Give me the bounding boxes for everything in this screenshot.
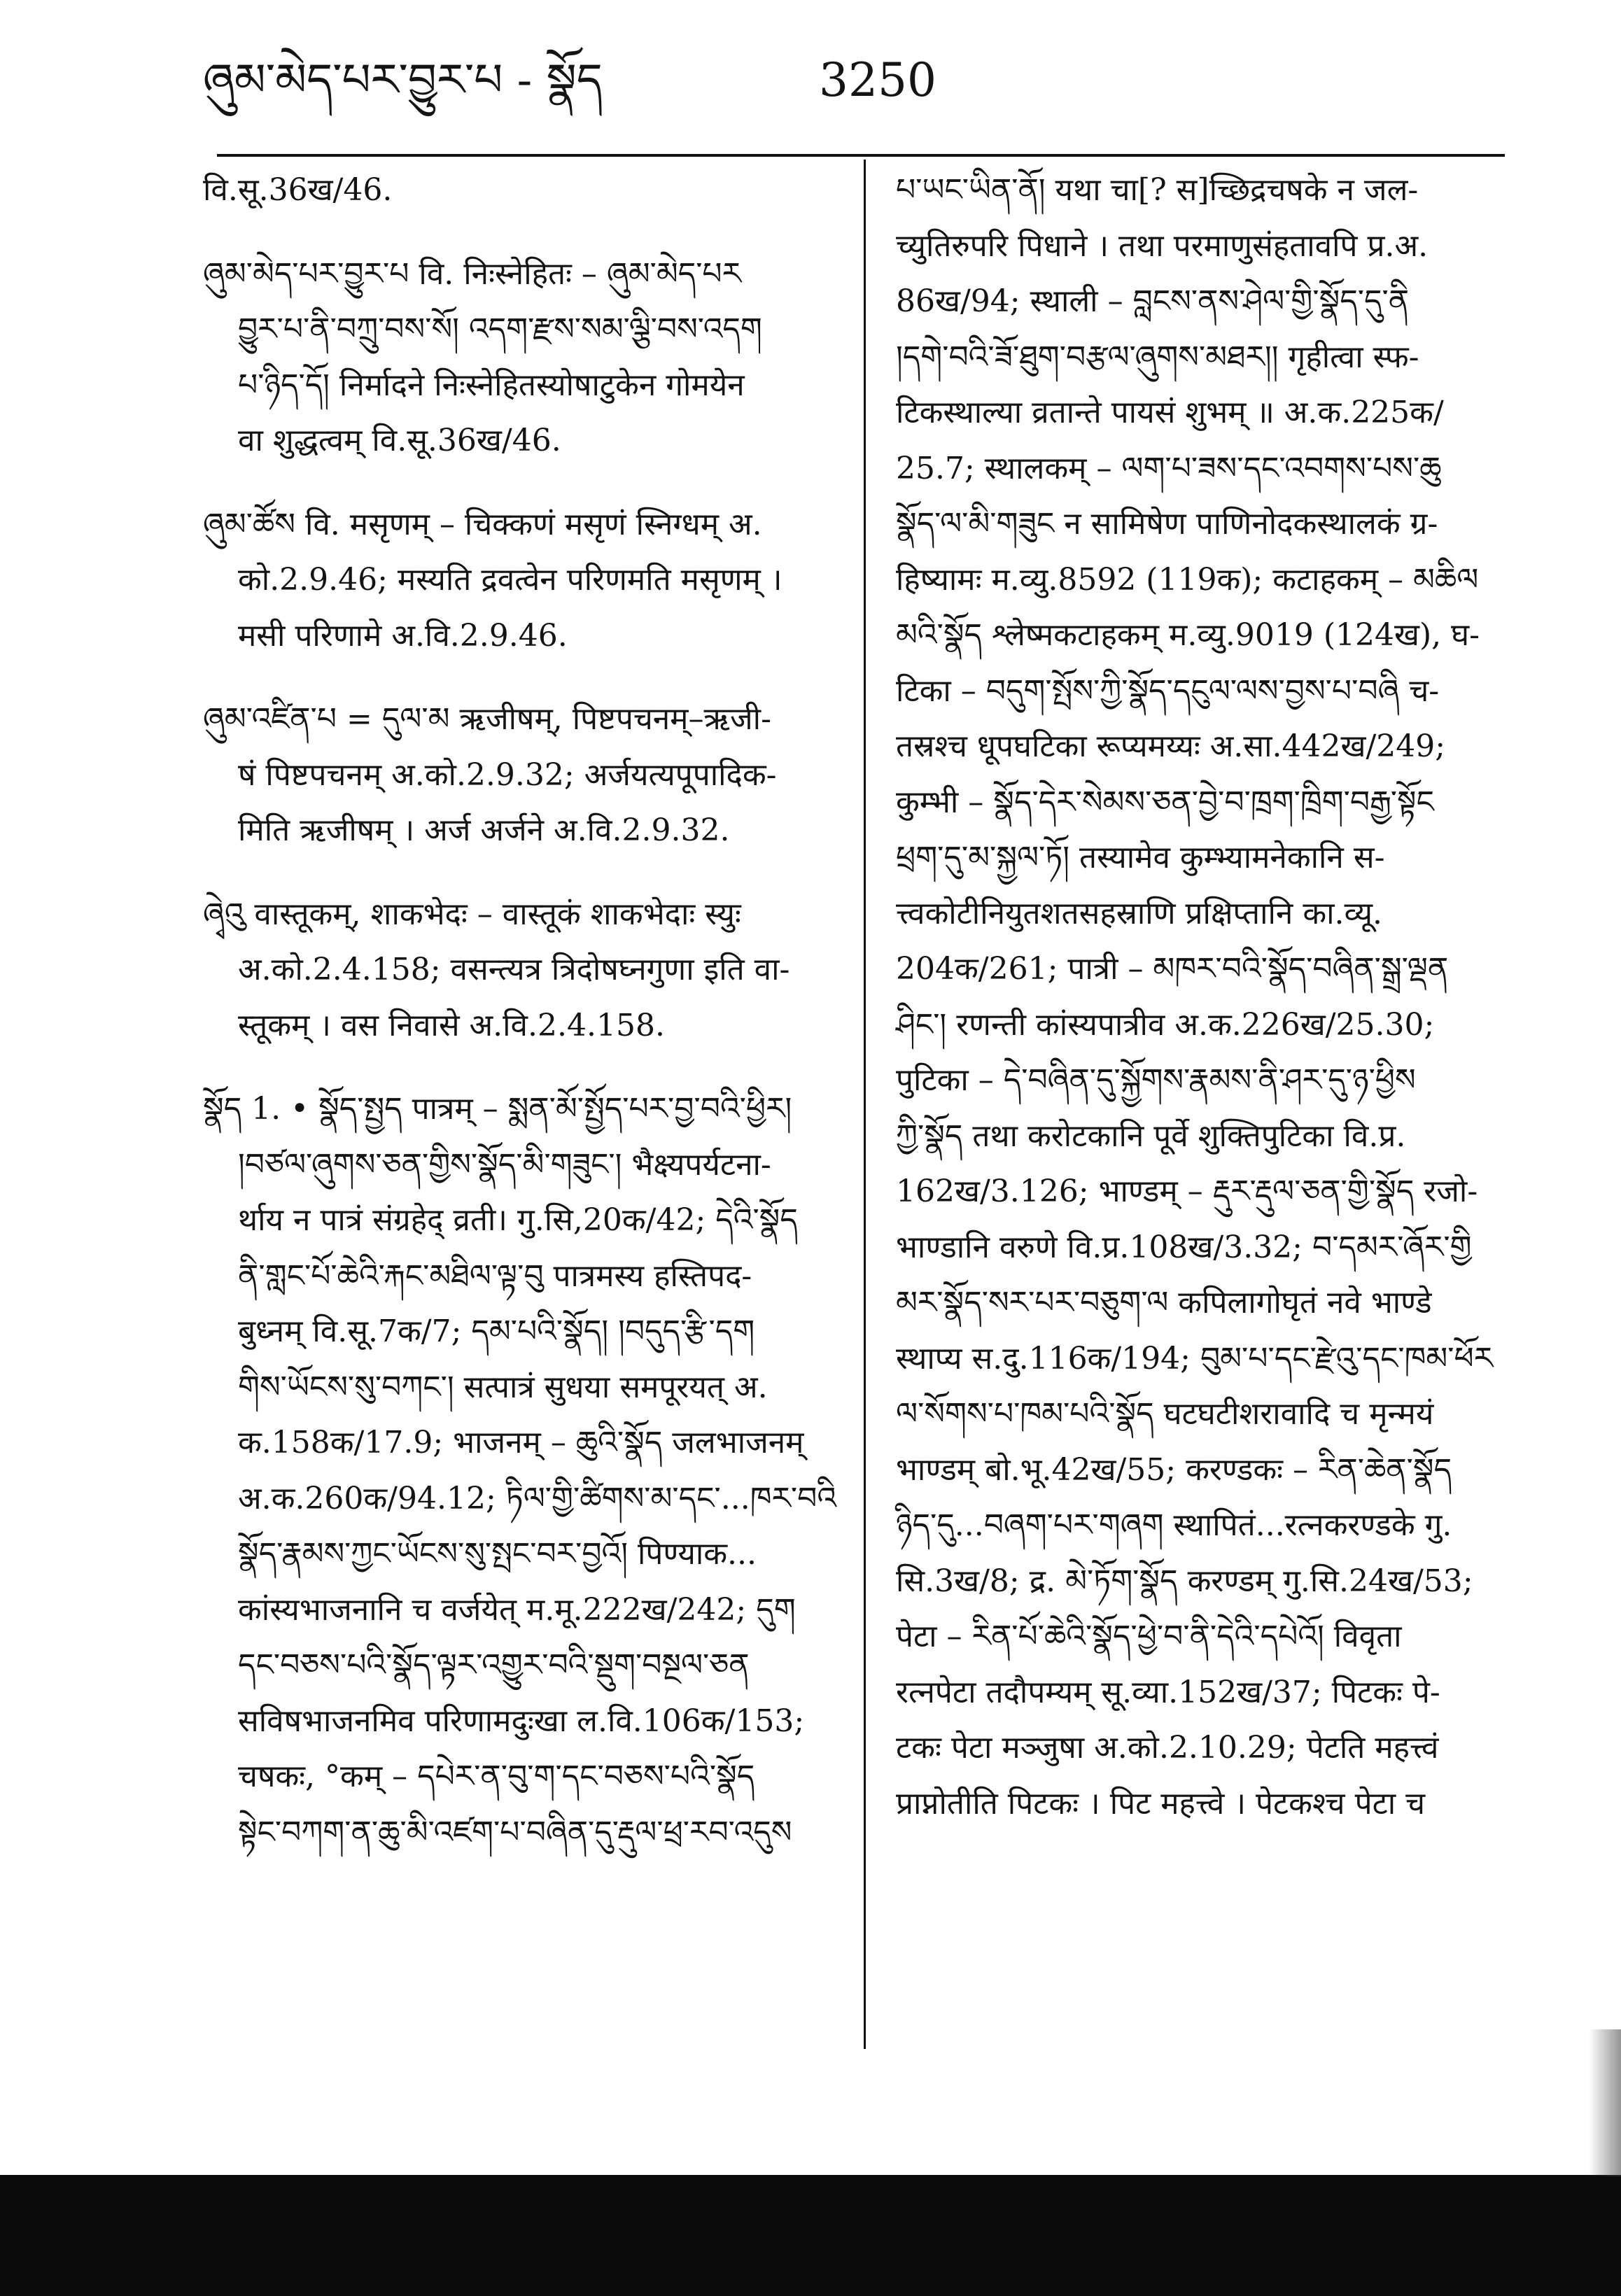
entry-line: कांस्यभाजनानि च वर्जयेत् म.मू.222ख/242; དུག	[238, 1591, 796, 1628]
entry-line: ཀྱི་སྣོད तथा करोटकानि पूर्वे शुक्तिपुटिका वि.प्र.	[896, 1118, 1406, 1154]
entry-line: कुम्भी – སྣོད་དེར་སེམས་ཅན་བྱེ་བ་ཁྲག་ཁྲིག་བརྒྱ་སྟོང	[896, 784, 1434, 820]
entry-line: सि.3ख/8; द्र. མེ་ཏོག་སྣོད करण्डम् गु.सि.24ख/53;	[896, 1563, 1473, 1599]
entry-line: भाण्डम् बो.भू.42ख/55; करण्डकः – རིན་ཆེན་སྣོད	[896, 1451, 1452, 1488]
entry-line: त्त्वकोटीनियुतशतसहस्राणि प्रक्षिप्तानि का.व्यू.	[896, 895, 1383, 931]
entry-line: སྣོད་ལ་མི་གཟུང न सामिषेण पाणिनोदकस्थालकं ग्र-	[896, 506, 1438, 542]
entry-line: ཉིད་དུ...བཞག་པར་གཞག स्थापितं...रत्नकरण्डके गु.	[896, 1507, 1452, 1543]
entry-gap	[203, 859, 833, 887]
entry-line: अ.को.2.4.158; वसन्त्यत्र त्रिदोषघ्नगुणा इति वा-	[238, 952, 790, 987]
entry-line: बुध्नम् वि.सू.7क/7; དམ་པའི་སྣོད། །བདུད་རྩི་དག	[238, 1313, 755, 1349]
header-rule	[217, 154, 1505, 157]
entry-line: पेटा – རིན་པོ་ཆེའི་སྣོད་ཕྱེ་བ་ནི་དེའི་དཔེའོ། विवृता	[896, 1619, 1402, 1654]
entry-line: ཤིང་། रणन्ती कांस्यपात्रीव अ.क.226ख/25.30;	[896, 1006, 1435, 1043]
entry-line: अ.क.260क/94.12; ཏིལ་གྱི་ཚིགས་མ་དང་...ཁར་བའི	[238, 1480, 837, 1516]
entry-line: टिकस्थाल्या व्रतान्ते पायसं शुभम् ॥ अ.क.225क/	[896, 395, 1444, 430]
entry-line: 25.7; स्थालकम् – ལག་པ་ཟས་དང་འབགས་པས་ཆུ	[896, 450, 1442, 486]
entry-line: षं पिष्टपचनम् अ.को.2.9.32; अर्जयत्यपूपादिक-	[238, 756, 777, 793]
entry-line: प्राप्नोतीति पिटकः । पिट महत्त्वे । पेटकश्च पेटा च	[896, 1785, 1426, 1822]
scan-bottom-edge	[0, 2175, 1621, 2296]
entry-line: पुटिका – དེ་བཞིན་དུ་སྐྱོགས་རྣམས་ནི་ཤར་དུ་ཉ་ཕྱིས	[896, 1062, 1416, 1098]
entry-headline: ཞུམ་འཛིན་པ = དུལ་མ ऋजीषम्, पिष्टपचनम्–ऋजी-	[203, 701, 771, 737]
entry-line: सविषभाजनमिव परिणामदुःखा ल.वि.106क/153;	[238, 1703, 805, 1739]
entry-line: स्तूकम् । वस निवासे अ.वि.2.4.158.	[238, 1007, 665, 1043]
scan-edge-shadow	[1589, 2029, 1621, 2176]
right-column	[896, 162, 1512, 1831]
entry-line: ནི་གླང་པོ་ཆེའི་རྐང་མཐིལ་ལྟ་བུ पात्रमस्य हस्तिपद-	[238, 1258, 752, 1294]
entry-line: मसी परिणामे अ.वि.2.9.46.	[238, 617, 568, 654]
entry-line: टिका – བདུག་སྤོས་ཀྱི་སྣོད་དངུལ་ལས་བྱས་པ་བཞི च-	[896, 672, 1440, 709]
entry-line: र्थाय न पात्रं संग्रहेद् व्रती। गु.सि,20क/42; དེའི་སྣོད	[238, 1202, 798, 1238]
entry-headline: ཞུམ་མེད་པར་བྱུར་པ वि. निःस्नेहितः – ཞུམ་མེད་པར	[203, 255, 742, 292]
entry-line: रत्नपेटा तदौपम्यम् सू.व्या.152ख/37; पिटकः पे-	[896, 1674, 1440, 1710]
entry-line: भाण्डानि वरुणे वि.प्र.108ख/3.32; བ་དམར་ཞོར་གྱི	[896, 1229, 1472, 1265]
entry-line: །དགེ་བའི་ཟོ་ཐུག་བརྩལ་ཞུགས་མཐར།། गृहीत्वा स्फ-	[896, 339, 1419, 375]
entry-line: པ་ཡང་ཡིན་ནོ། यथा चा[? स]च्छिद्रचषके न जल-	[896, 172, 1419, 208]
entry-line: को.2.9.46; मस्यति द्रवत्वेन परिणमति मसृणम् ।	[238, 562, 783, 598]
left-column	[203, 162, 837, 1860]
entry-line: །བཙལ་ཞུགས་ཅན་གྱིས་སྣོད་མི་གཟུང་། भैक्ष्यपर्यटना-	[238, 1146, 771, 1183]
entry-line: དང་བཅས་པའི་སྣོད་ལྟར་འགྱུར་བའི་སྡུག་བསྔལ་ཅན	[238, 1647, 750, 1683]
entry-line: སྟེང་བཀག་ན་ཆུ་མི་འཛག་པ་བཞིན་དུ་རྡུལ་ཕྲ་རབ་འདུས	[238, 1814, 792, 1850]
entry-line: ལ་སོགས་པ་ཁམ་པའི་སྣོད घटघटीशरावादि च मृन्मयं	[896, 1396, 1434, 1432]
entry-line: མའི་སྣོད श्लेष्मकटाहकम् म.व्यु.9019 (124ख), घ-	[896, 617, 1480, 653]
entry-headline: ཞུམ་ཚོས वि. मसृणम् – चिक्कणं मसृणं स्निग्धम् अ.	[203, 506, 762, 542]
entry-gap	[203, 218, 833, 246]
column-divider	[864, 160, 866, 2049]
entry-line: བྱུར་པ་ནི་བཀྲུ་བས་སོ། འདག་རྫས་སམ་ལྕི་བས་འདག	[238, 311, 762, 347]
entry-line: སྣོད་རྣམས་ཀྱང་ཡོངས་སུ་སྤང་བར་བྱའོ། पिण्याक...	[238, 1536, 757, 1572]
entry-line: मिति ऋजीषम् । अर्ज अर्जने अ.वि.2.9.32.	[238, 812, 730, 848]
entry-line: च्युतिरुपरि पिधाने । तथा परमाणुसंहतावपि प्र.अ.	[896, 227, 1429, 264]
entry-gap	[203, 663, 833, 691]
entry-line: 162ख/3.126; भाण्डम् – རྡུར་རྡུལ་ཅན་གྱི་སྣོད रजो-	[896, 1174, 1478, 1209]
entry-gap	[203, 469, 833, 497]
entry-headline: སྣོད 1. • སྣོད་སྤྱད पात्रम् – སྨན་མོ་སྤྱོད་པར་བྱ་བའི་ཕྱིར།	[203, 1091, 792, 1127]
running-head: ཞུམ་མེད་པར་བྱུར་པ - སྣོད	[203, 55, 603, 106]
entry-line: स्थाप्य स.दु.116क/194; བུམ་པ་དང་རྫེའུ་དང་ཁམ་ཕོར	[896, 1340, 1494, 1376]
entry-line: तस्रश्च धूपघटिका रूप्यमय्यः अ.सा.442ख/249;	[896, 728, 1446, 764]
entry-line: वा शुद्धत्वम् वि.सू.36ख/46.	[238, 423, 561, 458]
entry-line: टकः पेटा मञ्जुषा अ.को.2.10.29; पेटति महत्त्वं	[896, 1730, 1439, 1766]
entry-line: ཕྲག་དུ་མ་སྐྱལ་ཏོ། तस्यामेव कुम्भ्यामनेकानि स-	[896, 840, 1385, 875]
entry-headline: वि.सू.36ख/46.	[203, 172, 393, 208]
entry-line: चषकः, °कम् – དཔེར་ན་བུ་ག་དང་བཅས་པའི་སྣོད	[238, 1759, 755, 1794]
entry-line: མར་སྣོད་སར་པར་བཅུག་ལ कपिलागोघृतं नवे भाण्डे	[896, 1285, 1432, 1320]
entry-line: 204क/261; पात्री – མཁར་བའི་སྣོད་བཞིན་སྒྲ་ལྡན	[896, 951, 1449, 987]
entry-line: हिष्यामः म.व्यु.8592 (119क); कटाहकम् – མཆིལ	[896, 561, 1479, 598]
entry-gap	[203, 1053, 833, 1081]
page-number: 3250	[819, 53, 936, 107]
entry-line: क.158क/17.9; भाजनम् – ཆུའི་སྣོད जलभाजनम्	[238, 1425, 804, 1460]
entry-line: 86ख/94; स्थाली – བླངས་ནས་ཤེལ་གྱི་སྣོད་དུ་ནི	[896, 283, 1410, 319]
entry-line: གིས་ཡོངས་སུ་བཀང་། सत्पात्रं सुधया समपूरयत् अ.	[238, 1369, 768, 1405]
entry-line: པ་ཉིད་དོ། निर्मादने निःस्नेहितस्योषाटुकेन गोमयेन	[238, 367, 745, 403]
entry-headline: ཞྭེའུ वास्तूकम्, शाकभेदः – वास्तूकं शाकभेदाः स्युः	[203, 896, 741, 932]
